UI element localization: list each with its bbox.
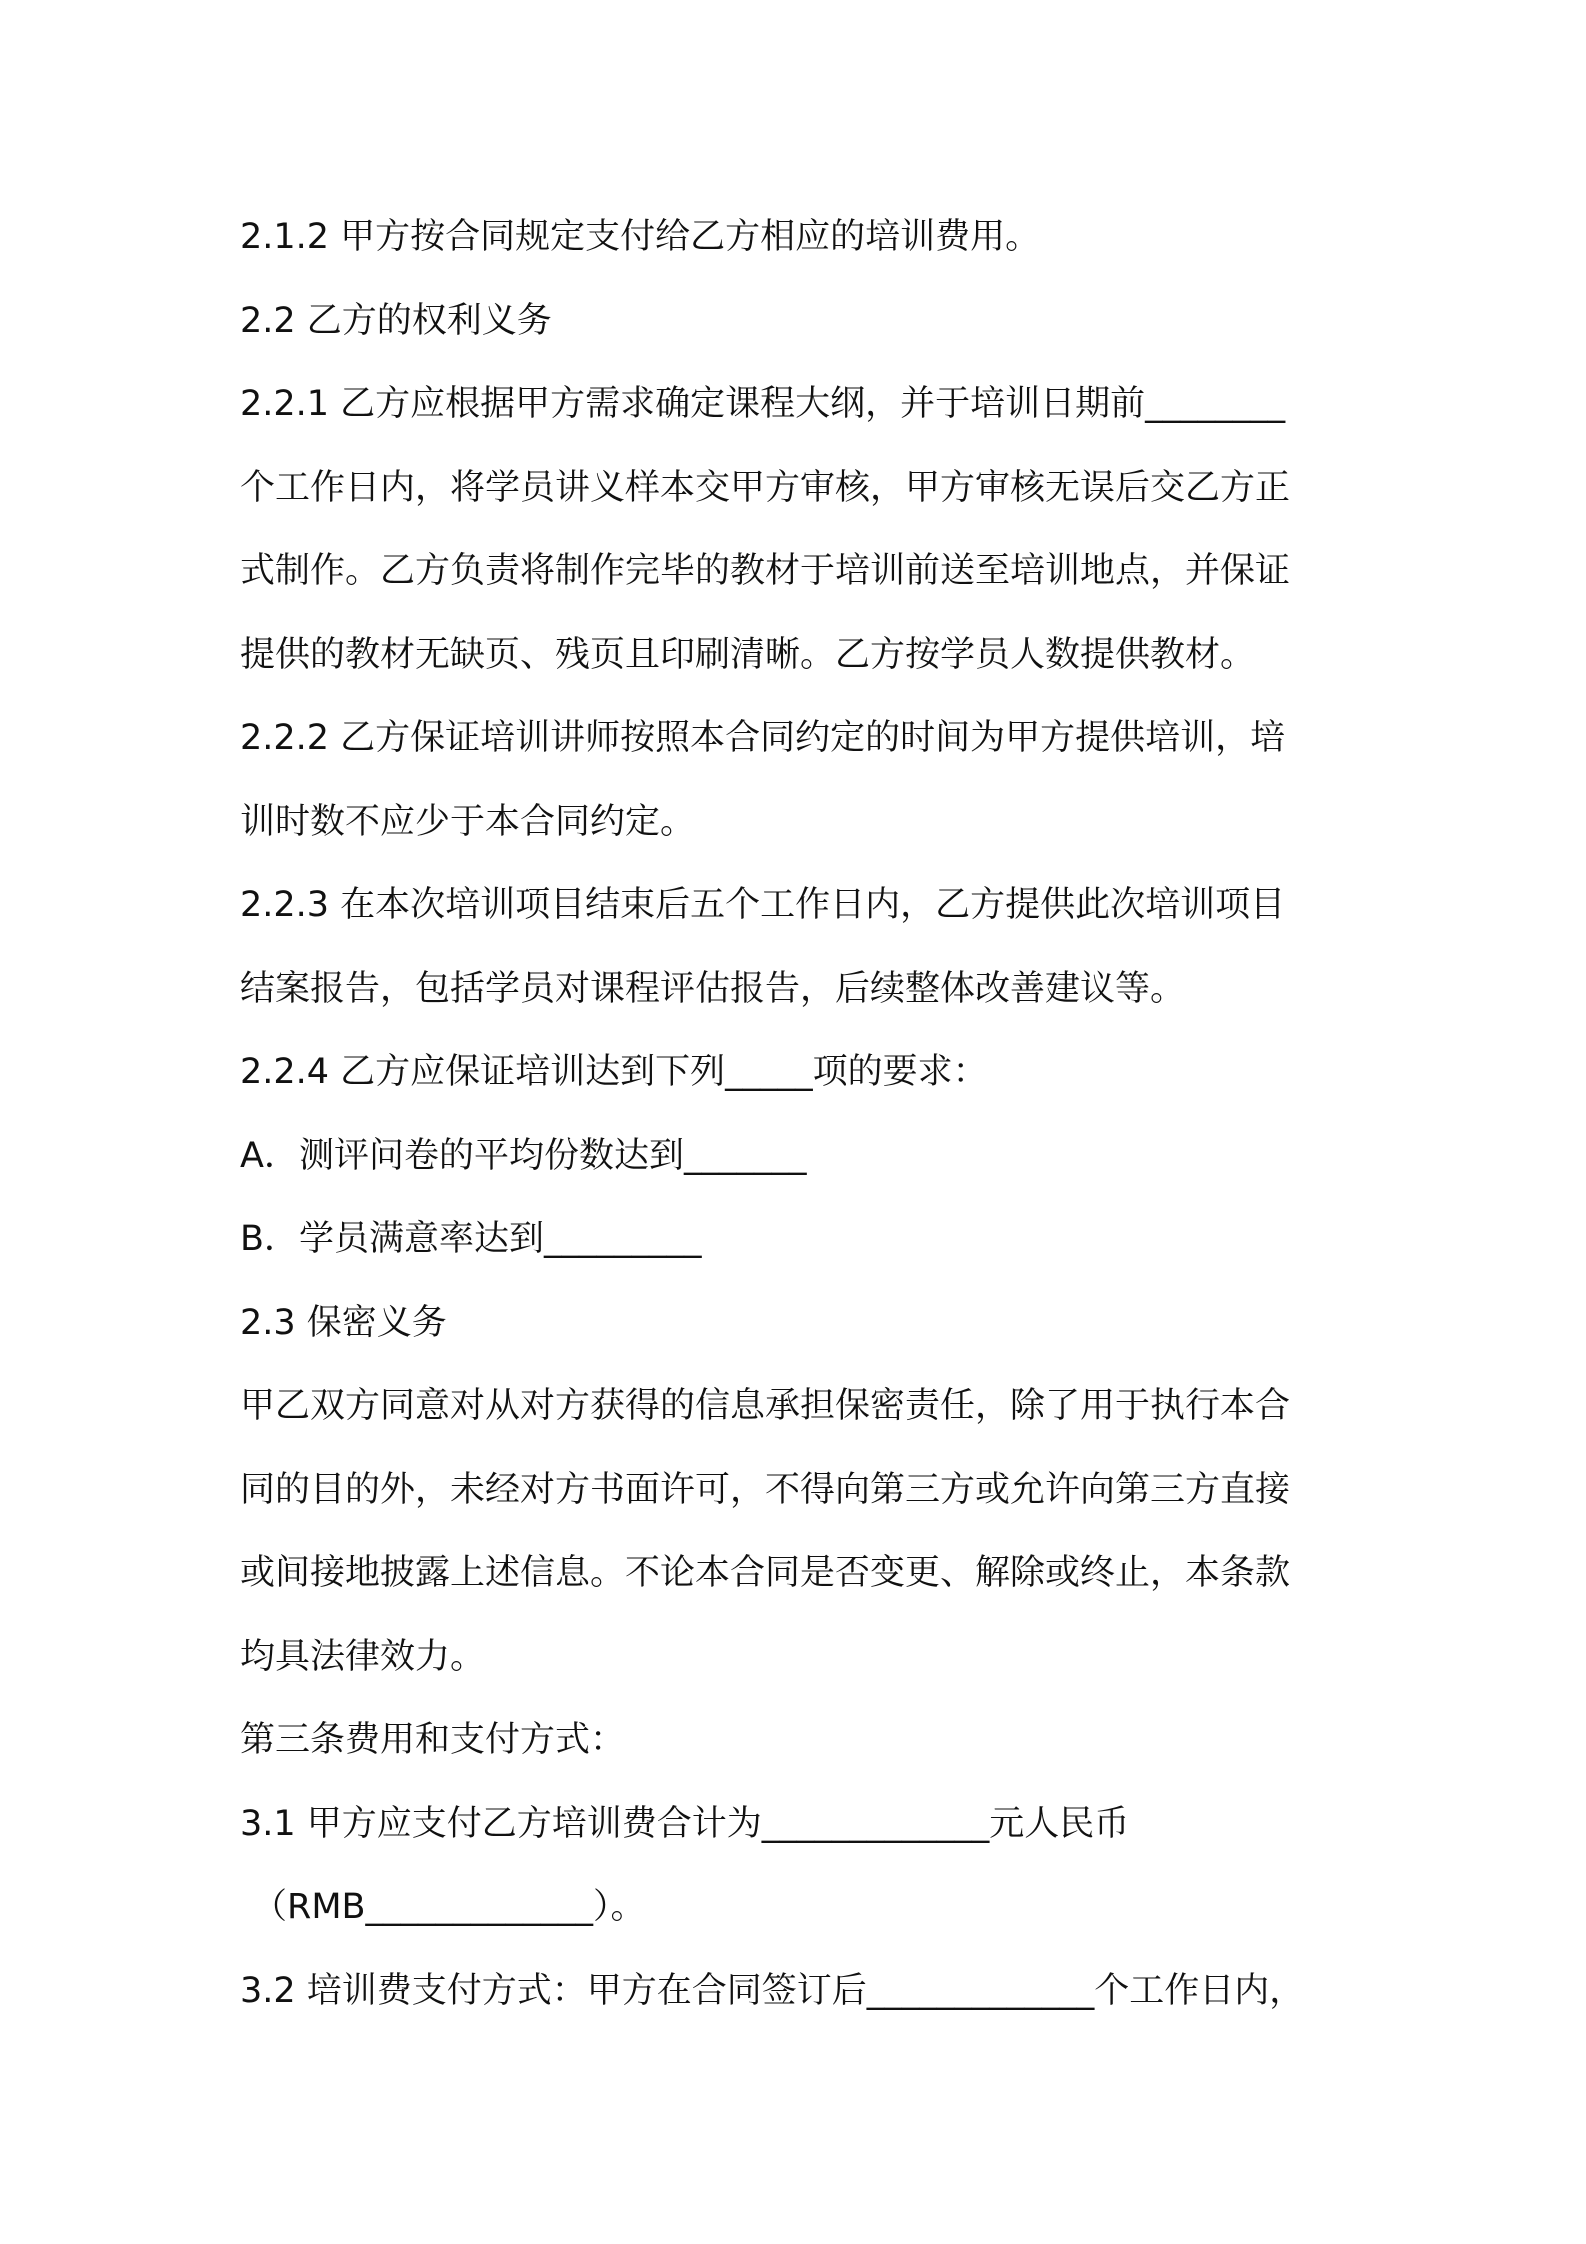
clause-2-2-1-line-2: 个工作日内，将学员讲义样本交甲方审核，甲方审核无误后交乙方正: [240, 467, 1291, 508]
requirement-b: B．学员满意率达到_________: [240, 1219, 702, 1259]
clause-2-2-1-line-1: 2.2.1 乙方应根据甲方需求确定课程大纲，并于培训日期前________: [240, 384, 1286, 424]
clause-2-2-2-line-1: 2.2.2 乙方保证培训讲师按照本合同约定的时间为甲方提供培训，培: [240, 718, 1286, 758]
clause-2-2-3-line-2: 结案报告，包括学员对课程评估报告，后续整体改善建议等。: [240, 968, 1186, 1009]
confidentiality-line-3: 或间接地披露上述信息。不论本合同是否变更、解除或终止，本条款: [240, 1553, 1291, 1593]
confidentiality-line-2: 同的目的外，未经对方书面许可，不得向第三方或允许向第三方直接: [240, 1469, 1291, 1510]
clause-2-2-1-line-3: 式制作。乙方负责将制作完毕的教材于培训前送至培训地点，并保证: [240, 551, 1291, 591]
article-3-heading: 第三条费用和支付方式：: [240, 1720, 626, 1760]
clause-3-1-line-2: （RMB_____________）。: [252, 1887, 646, 1927]
clause-3-2: 3.2 培训费支付方式：甲方在合同签订后_____________个工作日内，: [240, 1970, 1305, 2011]
clause-2-2-4: 2.2.4 乙方应保证培训达到下列_____项的要求：: [240, 1052, 988, 1092]
clause-2-2-1-line-4: 提供的教材无缺页、残页且印刷清晰。乙方按学员人数提供教材。: [240, 634, 1256, 675]
section-2-3-heading: 2.3 保密义务: [240, 1302, 447, 1343]
confidentiality-line-1: 甲乙双方同意对从对方获得的信息承担保密责任，除了用于执行本合: [240, 1386, 1291, 1426]
clause-2-2-3-line-1: 2.2.3 在本次培训项目结束后五个工作日内，乙方提供此次培训项目: [240, 885, 1286, 925]
clause-2-2-2-line-2: 训时数不应少于本合同约定。: [240, 801, 696, 842]
section-2-2-heading: 2.2 乙方的权利义务: [240, 300, 552, 341]
confidentiality-line-4: 均具法律效力。: [240, 1636, 486, 1677]
document-body: [240, 196, 1380, 2033]
clause-3-1-line-1: 3.1 甲方应支付乙方培训费合计为_____________元人民币: [240, 1803, 1130, 1844]
requirement-a: A．测评问卷的平均份数达到_______: [240, 1135, 807, 1176]
clause-2-1-2: 2.1.2 甲方按合同规定支付给乙方相应的培训费用。: [240, 217, 1041, 257]
